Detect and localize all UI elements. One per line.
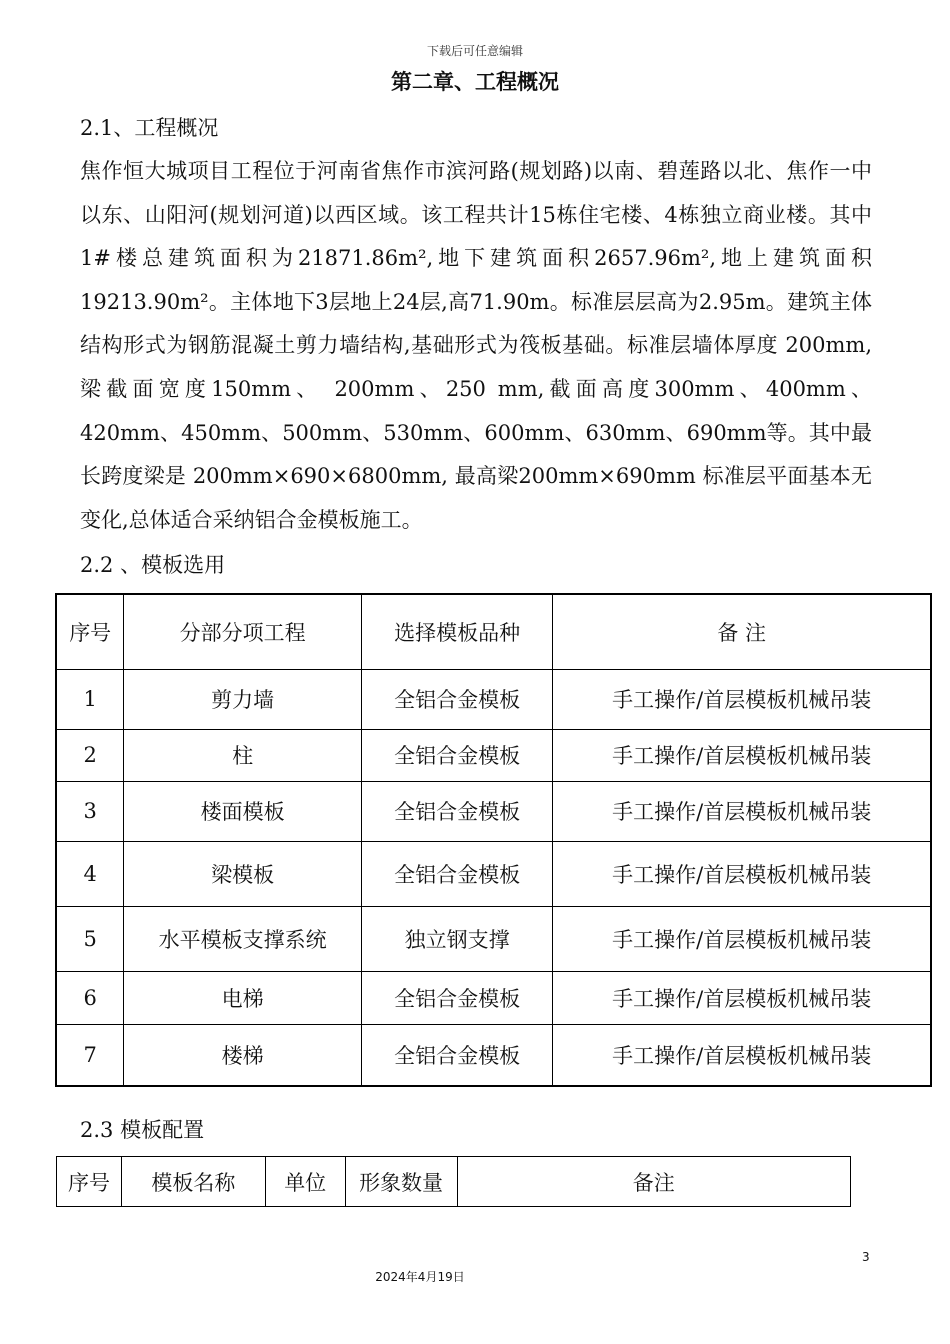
footer-date: 2024年4月19日 <box>375 1270 465 1284</box>
table-row <box>56 781 931 841</box>
header-cell-unit: 单位 <box>265 1157 345 1207</box>
table-row <box>56 971 931 1024</box>
section-heading-2-3: 2.3 模板配置 <box>80 1118 205 1142</box>
cell-item: 楼面模板 <box>124 781 361 841</box>
cell-item: 楼梯 <box>124 1024 361 1086</box>
table-row <box>56 841 931 906</box>
cell-type: 全铝合金模板 <box>361 971 553 1024</box>
chapter-title: 第二章、工程概况 <box>391 70 559 94</box>
cell-no: 2 <box>56 729 124 781</box>
cell-item: 剪力墙 <box>124 669 361 729</box>
page-number: 3 <box>862 1250 870 1264</box>
table-row <box>56 669 931 729</box>
cell-type: 全铝合金模板 <box>361 1024 553 1086</box>
header-cell-note: 备 注 <box>553 594 931 669</box>
cell-type: 独立钢支撑 <box>361 906 553 971</box>
table-header-row <box>56 594 931 669</box>
header-cell-item: 分部分项工程 <box>124 594 361 669</box>
cell-note: 手工操作/首层模板机械吊装 <box>553 1024 931 1086</box>
cell-note: 手工操作/首层模板机械吊装 <box>553 841 931 906</box>
formwork-configuration-table <box>56 1156 851 1207</box>
header-cell-type: 选择模板品种 <box>361 594 553 669</box>
project-overview-paragraph: 焦作恒大城项目工程位于河南省焦作市滨河路(规划路)以南、碧莲路以北、焦作一中以东、山阳河(规划河道)以西区域。该工程共计15栋住宅楼、4栋独立商业楼。其中1#楼总建筑面积为21871.86m²,地下建筑面积2657.96m²,地上建筑面积19213.90m²。主体地下3层地上24层,高71.90m。标准层层高为2.95m。建筑主体结构形式为钢筋混凝土剪力墙结构,基础形式为筏板基础。标准层墙体厚度 200mm,梁截面宽度150mm、 200mm、250 mm,截面高度300mm、400mm、420mm、450mm、500mm、530mm、600mm、630mm、690mm等。其中最长跨度梁是 200mm×690×6800mm, 最高梁200mm×690mm 标准层平面基本无变化,总体适合采纳铝合金模板施工。 <box>80 159 872 532</box>
header-cell-remark: 备注 <box>457 1157 851 1207</box>
cell-item: 水平模板支撑系统 <box>124 906 361 971</box>
cell-note: 手工操作/首层模板机械吊装 <box>553 669 931 729</box>
cell-type: 全铝合金模板 <box>361 841 553 906</box>
cell-no: 5 <box>56 906 124 971</box>
section-heading-2-2: 2.2 、模板选用 <box>80 553 226 577</box>
cell-item: 电梯 <box>124 971 361 1024</box>
formwork-selection-table <box>55 593 932 1087</box>
header-cell-name: 模板名称 <box>121 1157 265 1207</box>
cell-type: 全铝合金模板 <box>361 729 553 781</box>
header-note: 下载后可任意编辑 <box>426 44 523 58</box>
table-header-row <box>57 1157 851 1207</box>
cell-item: 梁模板 <box>124 841 361 906</box>
cell-type: 全铝合金模板 <box>361 669 553 729</box>
cell-type: 全铝合金模板 <box>361 781 553 841</box>
header-cell-quantity: 形象数量 <box>345 1157 457 1207</box>
section-heading-2-1: 2.1、工程概况 <box>80 116 219 140</box>
cell-no: 3 <box>56 781 124 841</box>
table-row <box>56 906 931 971</box>
cell-no: 4 <box>56 841 124 906</box>
cell-no: 6 <box>56 971 124 1024</box>
cell-item: 柱 <box>124 729 361 781</box>
table-row <box>56 1024 931 1086</box>
header-cell-no: 序号 <box>57 1157 122 1207</box>
header-cell-no: 序号 <box>56 594 124 669</box>
cell-note: 手工操作/首层模板机械吊装 <box>553 906 931 971</box>
cell-note: 手工操作/首层模板机械吊装 <box>553 781 931 841</box>
cell-note: 手工操作/首层模板机械吊装 <box>553 729 931 781</box>
cell-note: 手工操作/首层模板机械吊装 <box>553 971 931 1024</box>
cell-no: 1 <box>56 669 124 729</box>
table-row <box>56 729 931 781</box>
cell-no: 7 <box>56 1024 124 1086</box>
